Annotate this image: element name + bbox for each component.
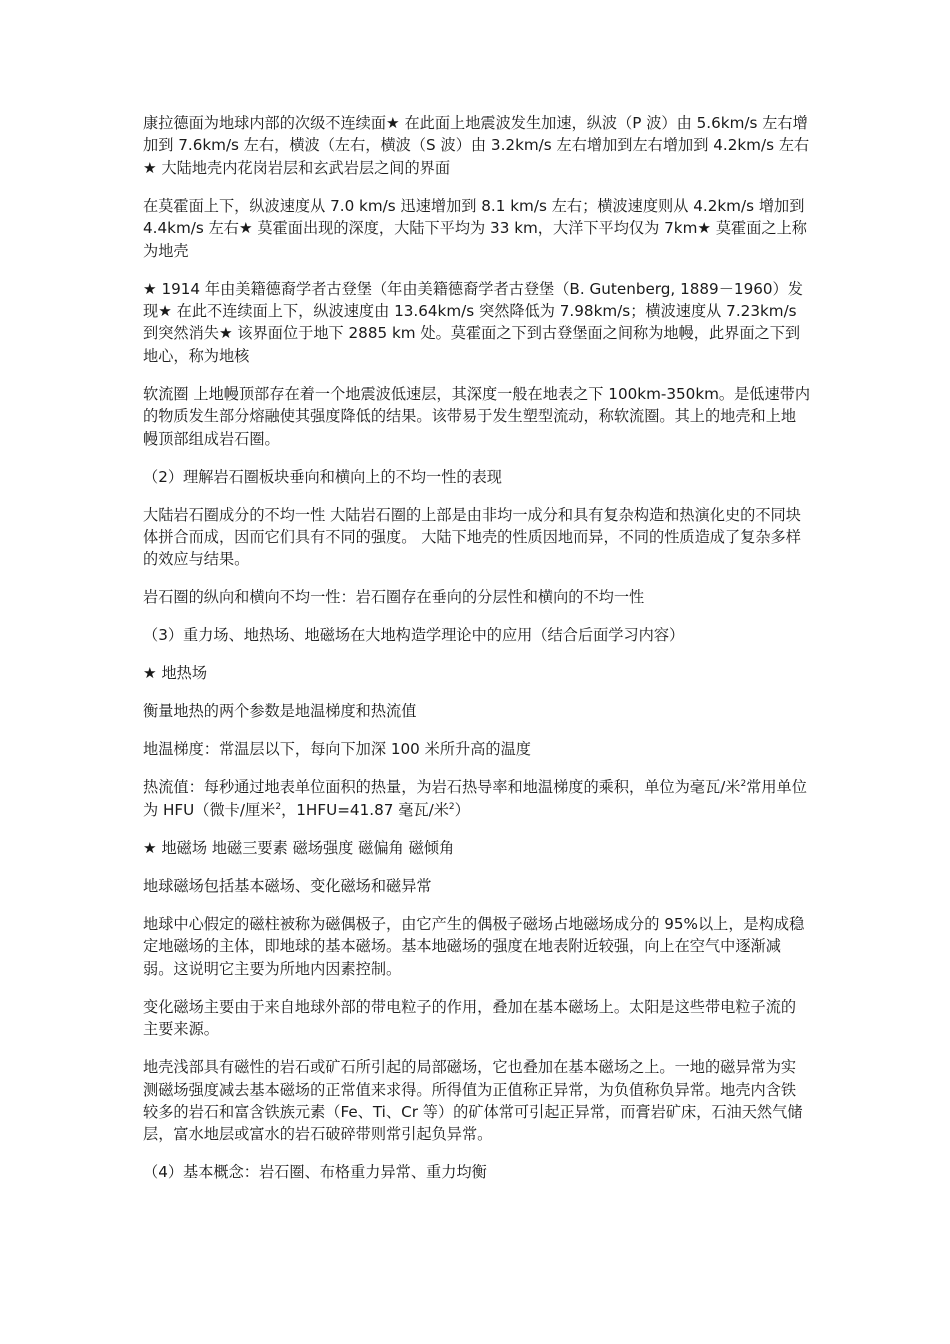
paragraph-conrad: 康拉德面为地球内部的次级不连续面★ 在此面上地震波发生加速，纵波（P 波）由 5.6km/s 左右增加到 7.6km/s 左右，横波（左右，横波（S 波）由 3.2km/s 左右增加到左右增加到 4.2km/s 左右★ 大陆地壳内花岗岩层和玄武岩层之间的界面 — [143, 114, 810, 177]
paragraph-geothermal-field: ★ 地热场 — [143, 664, 208, 683]
section-heading-4: （4）基本概念：岩石圈、布格重力异常、重力均衡 — [143, 1163, 487, 1182]
heat-flow-text-1: 热流值：每秒通过地表单位面积的热量，为岩石热导率和地温梯度的乘积，单位为毫瓦/米 — [143, 778, 741, 797]
paragraph-magnetic-anomaly: 地壳浅部具有磁性的岩石或矿石所引起的局部磁场，它也叠加在基本磁场之上。一地的磁异常为实测磁场强度减去基本磁场的正常值来求得。所得值为正值称正异常，为负值称负异常。地壳内含铁较多的岩石和富含铁族元素（Fe、Ti、Cr 等）的矿体常可引起正异常，而膏岩矿床，石油天然气储层，富水地层或富水的岩石破碎带则常引起负异常。 — [143, 1058, 803, 1144]
paragraph-moho: 在莫霍面上下，纵波速度从 7.0 km/s 迅速增加到 8.1 km/s 左右；横波速度则从 4.2km/s 增加到 4.4km/s 左右★ 莫霍面出现的深度，大陆下平均为 33 km，大洋下平均仅为 7km★ 莫霍面之上称为地壳 — [143, 196, 807, 260]
section-heading-3: （3）重力场、地热场、地磁场在大地构造学理论中的应用（结合后面学习内容） — [143, 626, 685, 645]
paragraph-gutenberg: ★ 1914 年由美籍德裔学者古登堡（年由美籍德裔学者古登堡（B. Gutenberg, 1889－1960）发现★ 在此不连续面上下，纵波速度由 13.64km/s 突然降低为 7.98km/s；横波速度从 7.23km/s 到突然消失★ 该界面位于地下 2885 km 处。莫霍面之下到古登堡面之间称为地幔，此界面之下到地心，称为地核 — [143, 279, 803, 365]
document-page — [143, 112, 811, 1199]
heat-flow-text-3: ，1HFU=41.87 毫瓦/米 — [281, 800, 449, 819]
paragraph-asthenosphere: 软流圈 上地幔顶部存在着一个地震波低速层，其深度一般在地表之下 100km-350km。是低速带内的物质发生部分熔融使其强度降低的结果。该带易于发生塑型流动，称软流圈。其上的地壳和上地幔顶部组成岩石圈。 — [143, 384, 811, 448]
heat-flow-text-4: ） — [454, 800, 470, 819]
superscript-2: 2 — [275, 801, 282, 812]
paragraph-heat-flow — [143, 776, 811, 821]
heat-flow-text-2: 常用单位为 HFU（微卡/厘米 — [143, 778, 807, 819]
paragraph-lithosphere-heterogeneity: 岩石圈的纵向和横向不均一性：岩石圈存在垂向的分层性和横向的不均一性 — [143, 588, 645, 607]
paragraph-geomagnetic-field: ★ 地磁场 地磁三要素 磁场强度 磁偏角 磁倾角 — [143, 838, 455, 857]
paragraph-dipole-field: 地球中心假定的磁柱被称为磁偶极子，由它产生的偶极子磁场占地磁场成分的 95%以上，是构成稳定地磁场的主体，即地球的基本磁场。基本地磁场的强度在地表附近较强，向上在空气中逐渐减弱。这说明它主要为所地内因素控制。 — [143, 914, 805, 978]
paragraph-magnetic-components: 地球磁场包括基本磁场、变化磁场和磁异常 — [143, 876, 432, 895]
paragraph-continental-heterogeneity: 大陆岩石圈成分的不均一性 大陆岩石圈的上部是由非均一成分和具有复杂构造和热演化史的不同块体拼合而成，因而它们具有不同的强度。 大陆下地壳的性质因地而异，不同的性质造成了复杂多样的效应与结果。 — [143, 505, 801, 569]
section-heading-2: （2）理解岩石圈板块垂向和横向上的不均一性的表现 — [143, 467, 502, 486]
paragraph-geothermal-gradient: 地温梯度：常温层以下，每向下加深 100 米所升高的温度 — [143, 740, 531, 759]
superscript-2: 2 — [740, 779, 747, 790]
superscript-2: 2 — [448, 801, 455, 812]
paragraph-geothermal-params: 衡量地热的两个参数是地温梯度和热流值 — [143, 702, 417, 721]
paragraph-variable-field: 变化磁场主要由于来自地球外部的带电粒子的作用，叠加在基本磁场上。太阳是这些带电粒子流的主要来源。 — [143, 997, 797, 1039]
